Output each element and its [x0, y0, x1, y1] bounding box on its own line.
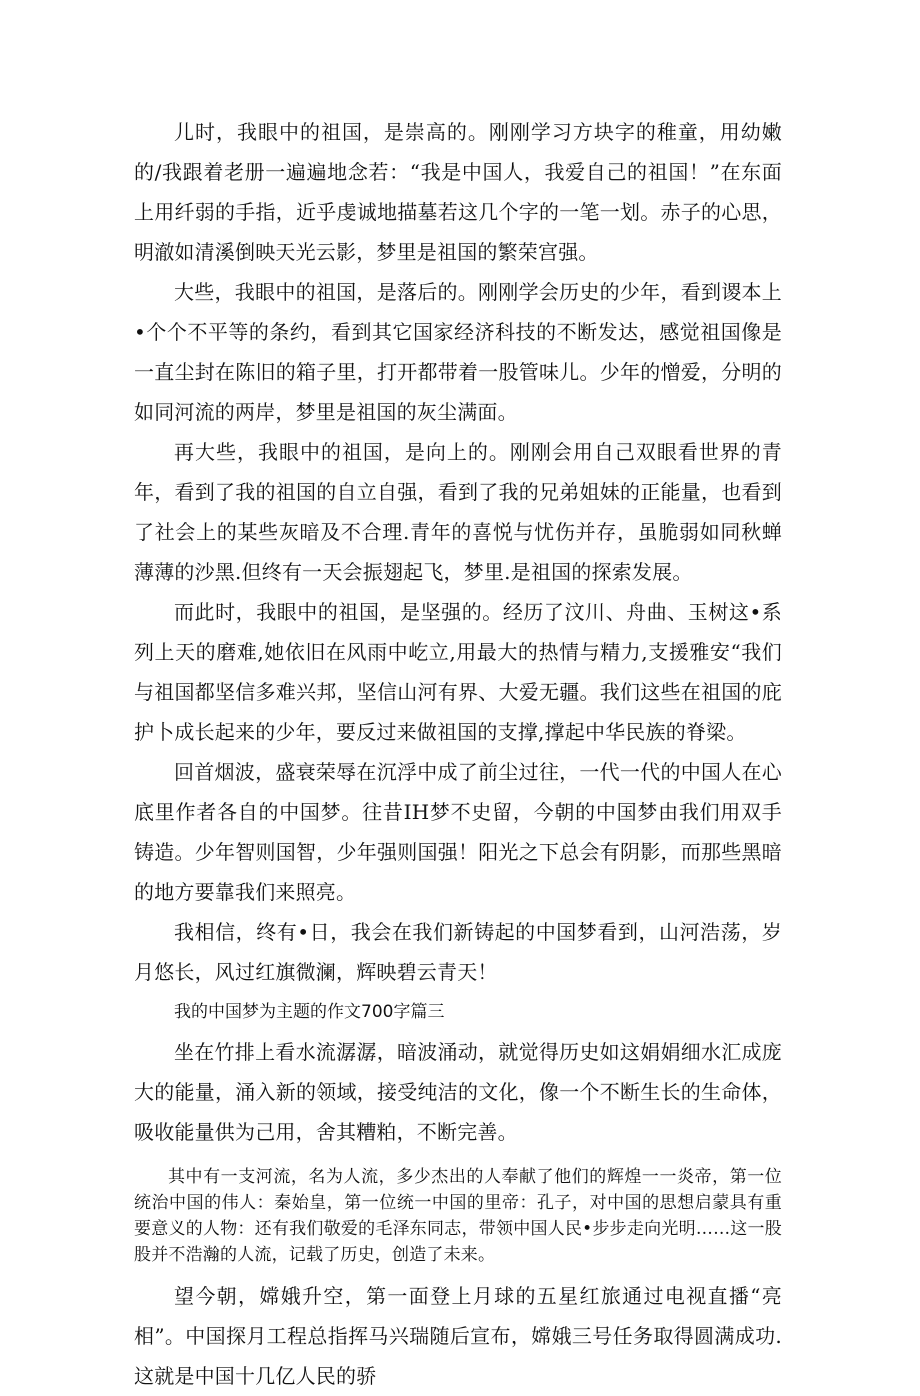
essay-body	[134, 112, 782, 1396]
paragraph-youth: 大些，我眼中的祖国，是落后的。刚刚学会历史的少年，看到谡本上•个个不平等的条约，看到其它国家经济科技的不断发达，感觉祖国像是一直尘封在陈旧的箱子里，打开都带着一股管味儿。少年的憎爱，分明的如同河流的两岸，梦里是祖国的灰尘满面。	[134, 280, 782, 424]
paragraph-change: 望今朝，嫦娥升空，第一面登上月球的五星红旅通过电视直播“亮相”。中国探月工程总指挥马兴瑞随后宣布，嫦娥三号任务取得圆满成功.这就是中国十几亿人民的骄	[134, 1284, 782, 1388]
paragraph-belief: 我相信，终有•日，我会在我们新铸起的中国梦看到，山河浩荡，岁月悠长，风过红旗微澜，辉映碧云青天！	[134, 920, 782, 984]
section-heading: 我的中国梦为主题的作文700字篇三	[174, 1002, 445, 1022]
paragraph-river: 坐在竹排上看水流潺潺，暗波涌动，就觉得历史如这娟娟细水汇成庞大的能量，涌入新的领域，接受纯洁的文化，像一个不断生长的生命体，吸收能量供为己用，舍其糟粕，不断完善。	[134, 1040, 782, 1144]
paragraph-looking-back: 回首烟波，盛衰荣辱在沉浮中成了前尘过往，一代一代的中国人在心底里作者各自的中国梦。往昔IH梦不史留，今朝的中国梦由我们用双手铸造。少年智则国智，少年强则国强！阳光之下总会有阴影，而那些黑暗的地方要靠我们来照亮。	[134, 760, 782, 904]
paragraph-childhood: 儿时，我眼中的祖国，是崇高的。刚刚学习方块字的稚童，用幼嫩的/我跟着老册一遍遍地念若：“我是中国人，我爱自己的祖国！”在东面上用纤弱的手指，近乎虔诚地描墓若这几个字的一笔一划。赤子的心思，明澈如清溪倒映天光云影，梦里是祖国的繁荣宫强。	[134, 120, 782, 264]
paragraph-young-adult: 再大些，我眼中的祖国，是向上的。刚刚会用自己双眼看世界的青年，看到了我的祖国的自立自强，看到了我的兄弟姐妹的正能量，也看到了社会上的某些灰暗及不合理.青年的喜悦与忧伤并存，虽脆弱如同秋蝉薄薄的沙黑.但终有一天会振翅起飞，梦里.是祖国的探索发展。	[134, 440, 782, 584]
paragraph-human-stream: 其中有一支河流，名为人流，多少杰出的人奉献了他们的辉煌一一炎帝，第一位统治中国的伟人：秦始皇，第一位统一中国的里帝：孔子，对中国的思想启蒙具有重要意义的人物：还有我们敬爱的毛泽东同志，带领中国人民•步步走向光明……这一股股并不浩瀚的人流，记载了历史，创造了未来。	[134, 1167, 782, 1265]
paragraph-present: 而此时，我眼中的祖国，是坚强的。经历了汶川、舟曲、玉树这•系列上天的磨难,她依旧在风雨中屹立,用最大的热情与精力,支援雅安“我们与祖国都坚信多难兴邦，坚信山河有界、大爱无疆。我们这些在祖国的庇护卜成长起来的少年，要反过来做祖国的支撑,撑起中华民族的脊梁。	[134, 600, 782, 744]
